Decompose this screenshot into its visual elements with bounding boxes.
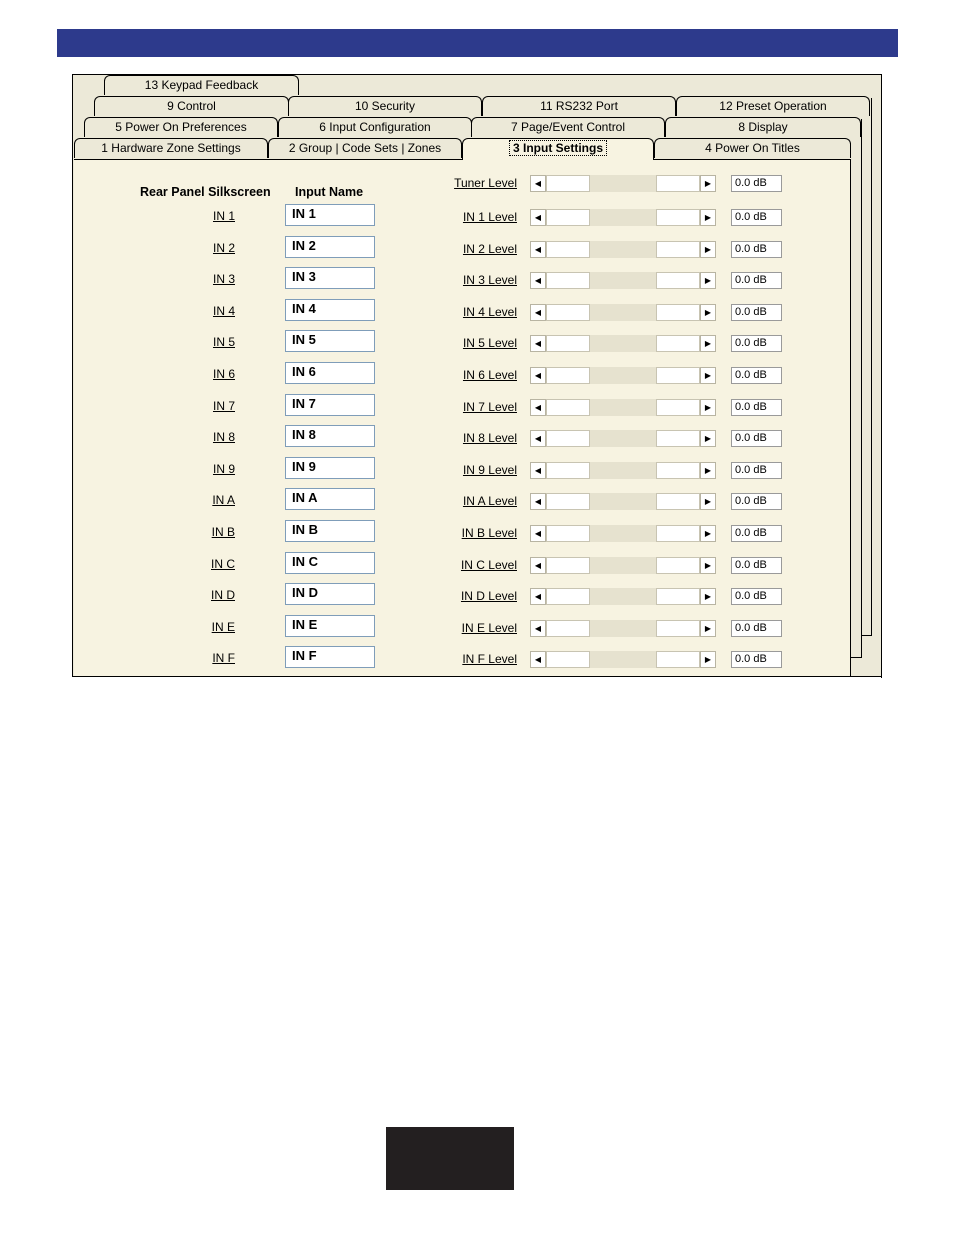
tab-label: 7 Page/Event Control [510,120,626,134]
slider-track[interactable] [546,462,590,479]
tab-row1-0[interactable] [74,138,268,158]
level-db-field[interactable]: 0.0 dB [731,304,782,321]
slider-track[interactable] [656,651,700,668]
level-slider[interactable] [530,588,716,605]
right-arrow-icon[interactable]: ▶ [700,557,716,574]
left-arrow-icon[interactable]: ◀ [530,335,546,352]
input-level-label[interactable]: IN 5 Level [462,336,517,351]
input-name-field[interactable]: IN E [285,615,375,637]
level-slider[interactable] [530,241,716,258]
rear-panel-silkscreen-header: Rear Panel Silkscreen [140,185,271,199]
silkscreen-label[interactable]: IN 6 [212,367,235,381]
level-slider[interactable] [530,367,716,384]
level-db-field[interactable]: 0.0 dB [731,335,782,352]
level-db-field[interactable]: 0.0 dB [731,272,782,289]
slider-track[interactable] [546,557,590,574]
left-arrow-icon[interactable]: ◀ [530,620,546,637]
right-arrow-icon[interactable]: ▶ [700,175,716,192]
tab-label: 12 Preset Operation [719,99,827,113]
level-db-field[interactable]: 0.0 dB [731,620,782,637]
input-name-field[interactable]: IN 3 [285,267,375,289]
slider-track[interactable] [656,175,700,192]
left-arrow-icon[interactable]: ◀ [530,462,546,479]
input-name-field[interactable]: IN 5 [285,330,375,352]
input-name-field[interactable]: IN D [285,583,375,605]
tab-row2-2[interactable] [471,117,665,137]
tab-row4-0[interactable] [104,75,299,95]
input-name-field[interactable]: IN C [285,552,375,574]
silkscreen-label[interactable]: IN D [211,588,235,603]
input-level-label[interactable]: IN D Level [460,589,517,604]
input-level-label[interactable]: IN E Level [461,620,517,635]
level-db-field[interactable]: 0.0 dB [731,493,782,510]
input-name-field[interactable]: IN 9 [285,457,375,479]
silkscreen-label[interactable]: IN 3 [212,272,235,287]
tab-row1-2[interactable] [462,138,654,160]
input-name-field[interactable]: IN 8 [285,425,375,447]
slider-track[interactable] [656,399,700,416]
input-level-label[interactable]: IN 1 Level [462,210,517,224]
slider-track[interactable] [656,209,700,226]
right-arrow-icon[interactable]: ▶ [700,525,716,542]
silkscreen-label[interactable]: IN 7 [212,398,235,413]
tab-label: 4 Power On Titles [705,141,800,155]
right-arrow-icon[interactable]: ▶ [700,399,716,416]
slider-track[interactable] [656,272,700,289]
tab-row2-0[interactable] [84,117,278,137]
level-db-field[interactable]: 0.0 dB [731,241,782,258]
slider-track[interactable] [656,430,700,447]
input-name-field[interactable]: IN 4 [285,299,375,321]
input-name-field[interactable]: IN 2 [285,236,375,258]
page-edge [881,74,882,678]
silkscreen-label[interactable]: IN 1 [212,209,235,223]
level-slider[interactable] [530,525,716,542]
silkscreen-label[interactable]: IN F [212,651,235,666]
slider-track[interactable] [656,620,700,637]
tab-row2-1[interactable] [278,117,472,137]
level-slider[interactable] [530,399,716,416]
left-arrow-icon[interactable]: ◀ [530,399,546,416]
input-level-label[interactable]: IN 4 Level [462,304,517,319]
tab-row1-1[interactable] [268,138,462,158]
slider-track[interactable] [656,462,700,479]
level-slider[interactable] [530,175,716,192]
silkscreen-label[interactable]: IN 9 [212,461,235,476]
level-db-field[interactable]: 0.0 dB [731,651,782,668]
tab-label: 9 Control [167,99,216,113]
right-arrow-icon[interactable]: ▶ [700,335,716,352]
tab-row3-3[interactable] [676,96,870,116]
left-arrow-icon[interactable]: ◀ [530,525,546,542]
level-slider[interactable] [530,651,716,668]
right-arrow-icon[interactable]: ▶ [700,462,716,479]
page-edge [862,635,872,636]
level-slider[interactable] [530,557,716,574]
slider-track[interactable] [546,272,590,289]
silkscreen-label[interactable]: IN 4 [212,303,235,318]
tab-label: 6 Input Configuration [319,120,431,134]
right-arrow-icon[interactable]: ▶ [700,272,716,289]
level-slider[interactable] [530,335,716,352]
page-edge [871,98,872,635]
input-name-header: Input Name [295,185,364,199]
right-arrow-icon[interactable]: ▶ [700,651,716,668]
slider-track[interactable] [546,335,590,352]
silkscreen-label[interactable]: IN C [211,556,235,571]
tab-label: 5 Power On Preferences [115,120,247,134]
level-slider[interactable] [530,462,716,479]
level-slider[interactable] [530,304,716,321]
slider-track[interactable] [546,620,590,637]
slider-track[interactable] [546,209,590,226]
slider-track[interactable] [656,525,700,542]
tab-row3-0[interactable] [94,96,289,116]
right-arrow-icon[interactable]: ▶ [700,588,716,605]
left-arrow-icon[interactable]: ◀ [530,241,546,258]
input-level-label[interactable]: IN F Level [462,652,517,667]
slider-track[interactable] [656,493,700,510]
right-arrow-icon[interactable]: ▶ [700,367,716,384]
slider-track[interactable] [546,588,590,605]
page-edge [871,98,872,99]
input-level-label[interactable]: IN 3 Level [462,273,517,288]
tab-label: 10 Security [354,99,416,113]
left-arrow-icon[interactable]: ◀ [530,272,546,289]
slider-track[interactable] [546,175,590,192]
input-level-label[interactable]: IN 2 Level [462,241,517,256]
right-arrow-icon[interactable]: ▶ [700,209,716,226]
silkscreen-label[interactable]: IN 5 [212,335,235,350]
level-slider[interactable] [530,620,716,637]
input-level-label[interactable]: IN B Level [461,526,517,540]
silkscreen-label[interactable]: IN E [211,619,235,634]
level-db-field[interactable]: 0.0 dB [731,588,782,605]
tab-row3-1[interactable] [288,96,482,116]
slider-track[interactable] [656,304,700,321]
page-edge [861,119,862,657]
input-level-label[interactable]: IN A Level [462,494,517,509]
slider-track[interactable] [656,241,700,258]
slider-track[interactable] [546,525,590,542]
input-name-field[interactable]: IN 1 [285,204,375,226]
slider-track[interactable] [546,304,590,321]
level-db-field[interactable]: 0.0 dB [731,462,782,479]
tab-row1-3[interactable] [654,138,851,158]
left-arrow-icon[interactable]: ◀ [530,430,546,447]
right-arrow-icon[interactable]: ▶ [700,304,716,321]
input-name-field[interactable]: IN A [285,488,375,510]
slider-track[interactable] [546,399,590,416]
level-db-field[interactable]: 0.0 dB [731,367,782,384]
slider-track[interactable] [546,651,590,668]
tab-label: 3 Input Settings [510,141,606,155]
input-level-label[interactable]: IN 7 Level [462,399,517,414]
left-arrow-icon[interactable]: ◀ [530,367,546,384]
slider-track[interactable] [656,367,700,384]
slider-track[interactable] [656,588,700,605]
slider-track[interactable] [656,335,700,352]
silkscreen-label[interactable]: IN A [212,493,235,508]
level-slider[interactable] [530,430,716,447]
tab-row2-3[interactable] [665,117,861,137]
page-number-box [386,1127,514,1190]
tab-label: 2 Group | Code Sets | Zones [288,141,442,155]
tab-label: 11 RS232 Port [540,99,618,113]
left-arrow-icon[interactable]: ◀ [530,209,546,226]
slider-track[interactable] [546,430,590,447]
level-slider[interactable] [530,209,716,226]
silkscreen-label[interactable]: IN 8 [212,430,235,445]
left-arrow-icon[interactable]: ◀ [530,588,546,605]
right-arrow-icon[interactable]: ▶ [700,430,716,447]
input-level-label[interactable]: IN C Level [460,557,517,572]
left-arrow-icon[interactable]: ◀ [530,651,546,668]
tab-row3-2[interactable] [482,96,676,116]
tuner-level-label[interactable]: Tuner Level [454,176,517,190]
level-slider[interactable] [530,272,716,289]
level-db-field[interactable]: 0.0 dB [731,399,782,416]
slider-track[interactable] [546,241,590,258]
input-name-field[interactable]: IN 6 [285,362,375,384]
input-name-field[interactable]: IN F [285,646,375,668]
tab-label: 13 Keypad Feedback [144,78,259,92]
silkscreen-label[interactable]: IN B [211,525,235,539]
input-level-label[interactable]: IN 6 Level [462,368,517,382]
left-arrow-icon[interactable]: ◀ [530,493,546,510]
header-bar [57,29,898,57]
silkscreen-label[interactable]: IN 2 [212,240,235,255]
slider-track[interactable] [656,557,700,574]
level-db-field[interactable]: 0.0 dB [731,557,782,574]
level-slider[interactable] [530,493,716,510]
page-edge [851,657,862,658]
right-arrow-icon[interactable]: ▶ [700,620,716,637]
input-level-label[interactable]: IN 9 Level [462,462,517,477]
right-arrow-icon[interactable]: ▶ [700,241,716,258]
input-level-label[interactable]: IN 8 Level [462,431,517,446]
level-db-field[interactable]: 0.0 dB [731,430,782,447]
input-name-field[interactable]: IN B [285,520,375,542]
slider-track[interactable] [546,367,590,384]
input-name-field[interactable]: IN 7 [285,394,375,416]
level-db-field[interactable]: 0.0 dB [731,525,782,542]
right-arrow-icon[interactable]: ▶ [700,493,716,510]
left-arrow-icon[interactable]: ◀ [530,304,546,321]
level-db-field[interactable]: 0.0 dB [731,209,782,226]
tuner-db-field[interactable]: 0.0 dB [731,175,782,192]
tab-label: 8 Display [738,120,788,134]
left-arrow-icon[interactable]: ◀ [530,557,546,574]
left-arrow-icon[interactable]: ◀ [530,175,546,192]
slider-track[interactable] [546,493,590,510]
tab-label: 1 Hardware Zone Settings [101,141,241,155]
